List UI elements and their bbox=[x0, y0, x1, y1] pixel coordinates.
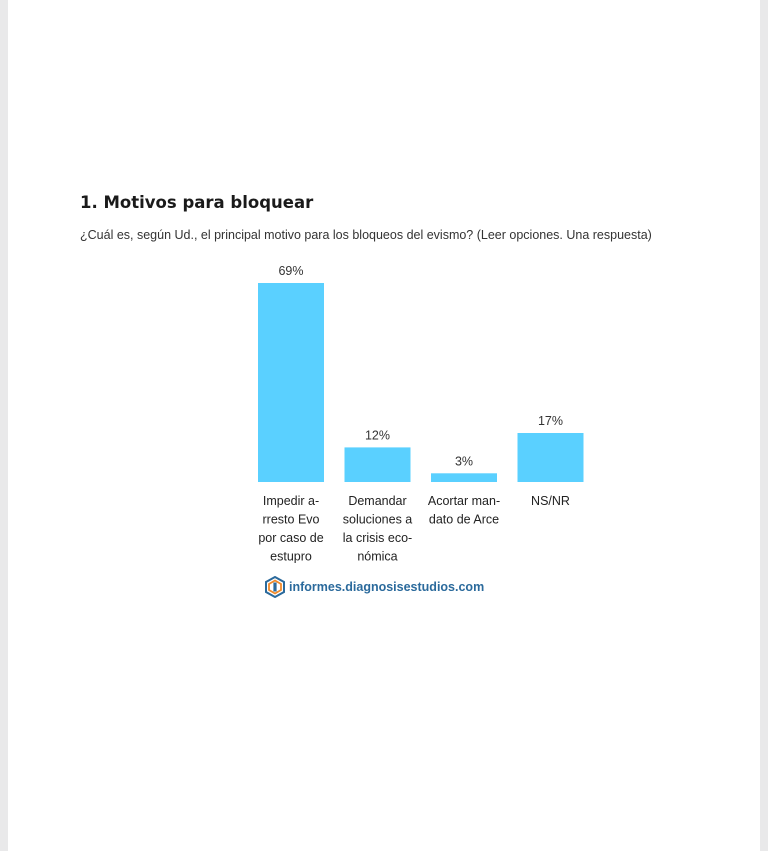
diagnosis-logo-icon bbox=[264, 576, 286, 598]
value-label-1: 69% bbox=[278, 264, 304, 278]
bar-1 bbox=[258, 283, 324, 482]
category-label-3: Acortar man-dato de Arce bbox=[427, 494, 501, 527]
bar-4 bbox=[518, 433, 584, 482]
value-label-3: 3% bbox=[454, 454, 474, 469]
category-label-4: NS/NR bbox=[531, 494, 570, 508]
value-label-4: 17% bbox=[537, 414, 564, 428]
category-label-2: Demandar soluciones a la crisis eco-nómica bbox=[342, 494, 413, 564]
report-title: 1. Motivos para bloquear bbox=[80, 193, 314, 212]
value-label-2: 12% bbox=[364, 428, 391, 443]
category-label-1: Impedir a-rresto Evo por caso de estupro bbox=[258, 494, 324, 564]
brand-logo bbox=[264, 576, 484, 598]
bar-3 bbox=[431, 473, 497, 482]
survey-question: ¿Cuál es, según Ud., el principal motivo para los bloqueos del evismo? (Leer opciones. Una respuesta) bbox=[80, 228, 652, 242]
bar-2 bbox=[345, 447, 411, 482]
brand-url: informes.diagnosisestudios.com bbox=[289, 580, 485, 594]
